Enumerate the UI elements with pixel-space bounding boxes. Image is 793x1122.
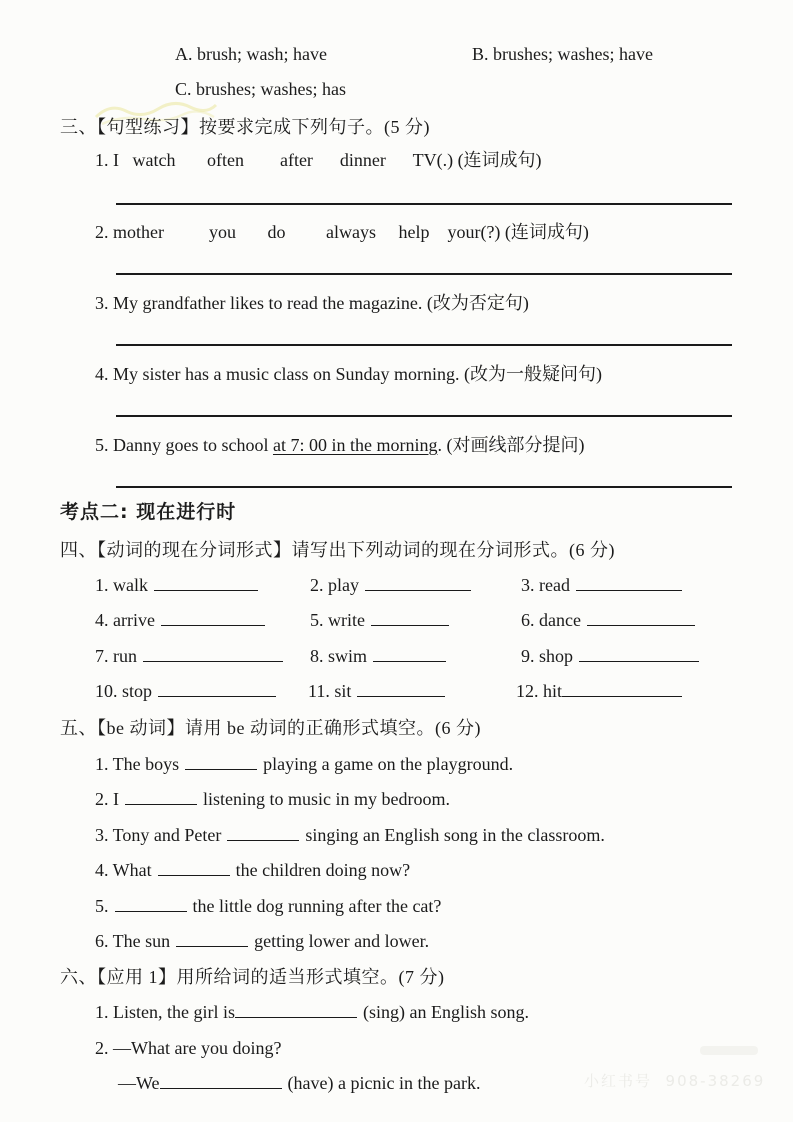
verb-row-4 bbox=[0, 681, 793, 705]
verb-item bbox=[310, 575, 471, 596]
fill-blank bbox=[562, 681, 682, 697]
fill-blank bbox=[161, 610, 265, 626]
fill-blank bbox=[371, 610, 449, 626]
section3-question-3: 3. My grandfather likes to read the magazine. (改为否定句) bbox=[95, 293, 529, 313]
question-text: (have) a picnic in the park. bbox=[287, 1073, 481, 1093]
fill-blank bbox=[125, 789, 197, 805]
verb-label: 12. hit bbox=[516, 681, 563, 701]
verb-item bbox=[310, 610, 449, 631]
verb-label: 5. write bbox=[310, 610, 365, 630]
verb-item bbox=[521, 610, 695, 631]
verb-item bbox=[516, 681, 682, 702]
verb-label: 9. shop bbox=[521, 646, 574, 666]
answer-line-2 bbox=[116, 273, 732, 275]
verb-label: 10. stop bbox=[95, 681, 153, 701]
verb-row-1 bbox=[0, 575, 793, 599]
question-text: the children doing now? bbox=[235, 860, 411, 880]
verb-item bbox=[310, 646, 446, 667]
watermark-text: 小红书号 908-38269 bbox=[584, 1072, 766, 1090]
option-b: B. brushes; washes; have bbox=[472, 44, 653, 64]
verb-item bbox=[521, 575, 682, 596]
question-text: playing a game on the playground. bbox=[263, 754, 514, 774]
fill-blank bbox=[235, 1002, 357, 1018]
section3-question-5 bbox=[95, 434, 584, 456]
question5-text: 5. Danny goes to school bbox=[95, 435, 273, 455]
verb-item bbox=[95, 610, 265, 631]
verb-row-2 bbox=[0, 610, 793, 634]
verb-label: 4. arrive bbox=[95, 610, 155, 630]
fill-blank bbox=[176, 931, 248, 947]
section4-heading: 四、【动词的现在分词形式】请写出下列动词的现在分词形式。(6 分) bbox=[60, 540, 615, 560]
section3-question-1: 1. I watch often after dinner TV(.) (连词成句) bbox=[95, 150, 542, 170]
section6-heading: 六、【应用 1】用所给词的适当形式填空。(7 分) bbox=[60, 967, 445, 987]
apply-question-1 bbox=[95, 1001, 529, 1023]
be-verb-question-6 bbox=[95, 930, 429, 952]
question-text: —We bbox=[118, 1073, 160, 1093]
answer-line-3 bbox=[116, 344, 732, 346]
apply-question-2-answer bbox=[118, 1072, 480, 1094]
question-text: 6. The sun bbox=[95, 931, 171, 951]
apply-question-2: 2. —What are you doing? bbox=[95, 1038, 282, 1058]
fill-blank bbox=[227, 825, 299, 841]
fill-blank bbox=[160, 1073, 282, 1089]
question-text: 4. What bbox=[95, 860, 152, 880]
be-verb-question-5 bbox=[95, 895, 441, 917]
answer-line-4 bbox=[116, 415, 732, 417]
fill-blank bbox=[158, 681, 276, 697]
question-text: 3. Tony and Peter bbox=[95, 825, 222, 845]
verb-item bbox=[521, 646, 699, 667]
section3-heading: 三、【句型练习】按要求完成下列句子。(5 分) bbox=[60, 117, 430, 137]
verb-item bbox=[95, 575, 258, 596]
fill-blank bbox=[579, 646, 699, 662]
section3-question-2: 2. mother you do always help your(?) (连词成句) bbox=[95, 222, 589, 242]
question5-instruction: . (对画线部分提问) bbox=[437, 435, 585, 455]
fill-blank bbox=[154, 575, 258, 591]
fill-blank bbox=[587, 610, 695, 626]
question-text: singing an English song in the classroom. bbox=[305, 825, 605, 845]
fill-blank bbox=[185, 754, 257, 770]
be-verb-question-2 bbox=[95, 788, 450, 810]
fill-blank bbox=[143, 646, 283, 662]
fill-blank bbox=[365, 575, 471, 591]
verb-label: 7. run bbox=[95, 646, 137, 666]
option-a: A. brush; wash; have bbox=[175, 44, 327, 64]
verb-label: 11. sit bbox=[308, 681, 352, 701]
verb-row-3 bbox=[0, 646, 793, 670]
verb-label: 3. read bbox=[521, 575, 570, 595]
question-text: (sing) an English song. bbox=[362, 1002, 529, 1022]
section5-heading: 五、【be 动词】请用 be 动词的正确形式填空。(6 分) bbox=[60, 718, 481, 738]
question-text: 5. bbox=[95, 896, 109, 916]
verb-label: 6. dance bbox=[521, 610, 581, 630]
question-text: 1. The boys bbox=[95, 754, 180, 774]
fill-blank bbox=[576, 575, 682, 591]
verb-item bbox=[95, 646, 283, 667]
question-text: 2. I bbox=[95, 789, 119, 809]
fill-blank bbox=[357, 681, 445, 697]
verb-item bbox=[95, 681, 276, 702]
be-verb-question-1 bbox=[95, 753, 513, 775]
question-text: getting lower and lower. bbox=[254, 931, 430, 951]
option-c: C. brushes; washes; has bbox=[175, 79, 346, 99]
answer-line-5 bbox=[116, 486, 732, 488]
be-verb-question-4 bbox=[95, 859, 410, 881]
verb-item bbox=[308, 681, 445, 702]
answer-line-1 bbox=[116, 203, 732, 205]
be-verb-question-3 bbox=[95, 824, 605, 846]
verb-label: 1. walk bbox=[95, 575, 148, 595]
verb-label: 8. swim bbox=[310, 646, 368, 666]
question-text: listening to music in my bedroom. bbox=[203, 789, 450, 809]
section3-question-4: 4. My sister has a music class on Sunday morning. (改为一般疑问句) bbox=[95, 364, 602, 384]
question-text: the little dog running after the cat? bbox=[192, 896, 442, 916]
fill-blank bbox=[373, 646, 446, 662]
faint-smudge bbox=[700, 1046, 758, 1055]
question5-underlined-part: at 7: 00 in the morning bbox=[272, 435, 438, 455]
verb-label: 2. play bbox=[310, 575, 359, 595]
fill-blank bbox=[115, 896, 187, 912]
fill-blank bbox=[158, 860, 230, 876]
question-text: 1. Listen, the girl is bbox=[95, 1002, 235, 1022]
topic2-heading: 考点二: 现在进行时 bbox=[60, 501, 237, 523]
